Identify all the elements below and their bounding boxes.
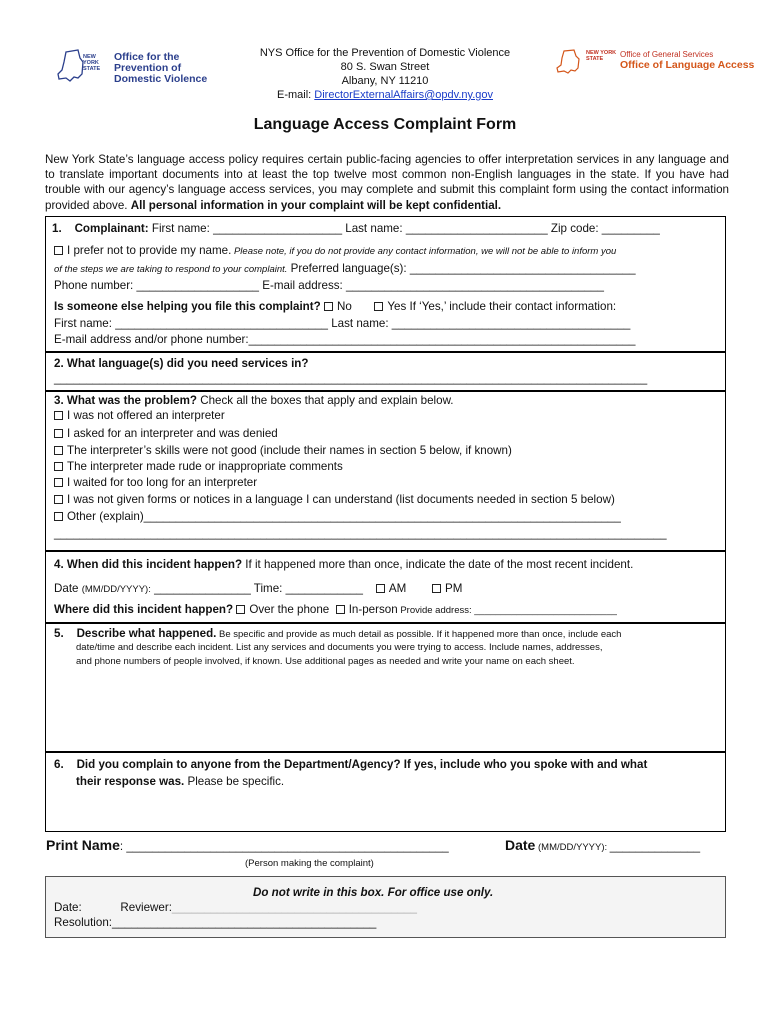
s1-helper-contact[interactable]: E-mail address and/or phone number:____________________________________________________________ (54, 333, 636, 346)
am-checkbox[interactable] (376, 584, 385, 593)
s3-item[interactable] (54, 475, 257, 490)
s1-name-row[interactable] (52, 221, 660, 236)
office-date-row (54, 900, 417, 915)
s3-item[interactable] (54, 492, 615, 507)
logo-line-3: Domestic Violence (114, 73, 208, 85)
s4-q: 4. When did this incident happen? (54, 558, 243, 571)
s1-note1: Please note, if you do not provide any contact information, we will not be able to inform you (231, 246, 617, 257)
s5-num: 5. (54, 627, 64, 640)
s3-other-label: Other (explain)__________________________________________________________________________ (67, 510, 621, 523)
checkbox[interactable] (54, 246, 63, 255)
s1-helper-names[interactable]: First name: _________________________________ Last name: _____________________________________ (54, 317, 631, 330)
s4-where-row[interactable] (54, 602, 617, 618)
print-name-line: : __________________________________________________ (119, 840, 449, 853)
office-date: Date: (54, 901, 82, 914)
s5-text1: Be specific and provide as much detail as possible. If it happened more than once, include each (216, 629, 622, 640)
s3-item-label: I asked for an interpreter and was denied (67, 427, 278, 440)
office-reviewer: Reviewer: (120, 901, 172, 914)
city: Albany, NY 11210 (341, 75, 429, 87)
s3-item[interactable] (54, 426, 278, 441)
s1-lang-row[interactable] (54, 261, 636, 277)
s4-date-row[interactable] (54, 581, 462, 597)
sign-date-line: ______________ (609, 840, 701, 853)
print-name-row[interactable] (46, 838, 449, 854)
ola-logo: NEW YORK STATE Office of General Services Office of Language Access (556, 48, 746, 76)
s3-q: 3. What was the problem? (54, 394, 198, 407)
checkbox[interactable] (54, 411, 63, 420)
street: 80 S. Swan Street (340, 61, 430, 73)
intro-paragraph (45, 152, 729, 213)
ogs-name: Office of General Services (620, 50, 714, 59)
s3-item-label: I was not given forms or notices in a language I can understand (list documents needed in section 5 below) (67, 493, 615, 506)
office-resolution: Resolution:_________________________________________ (54, 916, 377, 929)
s1-helping-row[interactable] (54, 299, 616, 314)
s4-phone: Over the phone (249, 603, 330, 616)
s4-question (54, 557, 633, 572)
ny-state-map-icon (56, 48, 86, 86)
intro-text: New York State’s language access policy requires certain public-facing agencies to offer interpretation services in any language and to translate important documents into at least the top twelve most common non-English languages in the state. If you have had trouble with our agency’s language access services, you may complete and submit this complaint form using the contact information provided above. (45, 153, 729, 212)
s4-provide: Provide address: ___________________________ (397, 605, 617, 616)
s3-item-label: The interpreter’s skills were not good (include their names in section 5 below, if known) (67, 444, 512, 457)
s6-row2 (76, 774, 284, 789)
s3-item-label: I was not offered an interpreter (67, 409, 225, 422)
checkbox[interactable] (54, 512, 63, 521)
s3-item[interactable] (54, 408, 225, 423)
s4-date-fmt: (MM/DD/YYYY): (81, 584, 151, 595)
in-person-checkbox[interactable] (336, 605, 345, 614)
print-name-label: Print Name (46, 837, 120, 853)
s3-item[interactable] (54, 459, 343, 474)
checkbox[interactable] (54, 446, 63, 455)
s1-phone-row[interactable]: Phone number: ___________________ E-mail address: ________________________________________ (54, 279, 604, 292)
s3-other[interactable] (54, 509, 621, 524)
s1-first: First name: ____________________ Last name: ______________________ Zip code: _________ (148, 222, 660, 235)
office-reviewer-line: ______________________________________ (171, 901, 417, 914)
s1-helping: Is someone else helping you file this complaint? (54, 300, 321, 313)
checkbox[interactable] (54, 478, 63, 487)
s1-num: 1. (52, 222, 62, 235)
s1-label: Complainant: (74, 222, 149, 235)
s3-question (54, 393, 454, 408)
opdv-logo-text (114, 52, 207, 85)
phone-checkbox[interactable] (236, 605, 245, 614)
s1-prefer-row[interactable] (54, 243, 616, 259)
s4-date-rest: _______________ Time: ____________ (150, 582, 363, 595)
checkbox[interactable] (54, 495, 63, 504)
sign-date-fmt: (MM/DD/YYYY): (535, 842, 610, 853)
org-name: NYS Office for the Prevention of Domestic Violence (259, 47, 511, 59)
form-title: Language Access Complaint Form (253, 116, 517, 133)
logo-line-1: Office for the (114, 51, 180, 63)
opdv-logo: NEW YORK STATE Office for the Prevention of Domestic Violence (56, 48, 206, 92)
no-checkbox[interactable] (324, 302, 333, 311)
yes-checkbox[interactable] (374, 302, 383, 311)
ola-name: Office of Language Access (620, 59, 755, 71)
sign-date-row[interactable] (505, 838, 700, 855)
s3-item-label: The interpreter made rude or inappropriate comments (67, 460, 343, 473)
sign-date-label: Date (505, 837, 536, 853)
s5-answer-area[interactable] (46, 672, 725, 750)
print-name-caption: (Person making the complaint) (245, 858, 374, 869)
s1-no: No (336, 300, 352, 313)
s4-date-label: Date (54, 582, 82, 595)
checkbox[interactable] (54, 429, 63, 438)
logo-line-2: Prevention of (114, 62, 182, 74)
s5-text2: date/time and describe each incident. List any services and documents you were trying to access. Include names, addresses, (76, 642, 603, 653)
s3-q2: Check all the boxes that apply and explain below. (197, 394, 454, 407)
s1-prefer: I prefer not to provide my name. (67, 244, 232, 257)
s5-text3: and phone numbers of people involved, if known. Use additional pages as needed and write your name on each sheet. (76, 656, 575, 667)
s4-q2: If it happened more than once, indicate the date of the most recent incident. (242, 558, 634, 571)
s4-pm: PM (445, 582, 463, 595)
email-label: E-mail: (277, 89, 315, 101)
s1-lang: Preferred language(s): ___________________________________ (287, 262, 636, 275)
email-link[interactable]: DirectorExternalAffairs@opdv.ny.gov (314, 89, 493, 101)
s3-item-label: I waited for too long for an interpreter (67, 476, 258, 489)
intro-bold: All personal information in your complaint will be kept confidential. (130, 198, 502, 212)
s5-label: Describe what happened. (76, 627, 217, 640)
ny-state-map-icon-orange (556, 48, 584, 74)
s2-question: 2. What language(s) did you need services in? (54, 357, 309, 370)
s4-where: Where did this incident happen? (54, 603, 234, 616)
s4-am: AM (388, 582, 407, 595)
s2-answer-line[interactable]: ____________________________________________________________________________________________ (54, 372, 648, 385)
s6-row1 (54, 757, 647, 772)
checkbox[interactable] (54, 462, 63, 471)
s6-q2: their response was. (76, 775, 185, 788)
s3-item[interactable] (54, 443, 512, 458)
s6-q1: Did you complain to anyone from the Department/Agency? If yes, include who you spoke with and what (76, 758, 648, 771)
header-address (230, 46, 540, 102)
s1-note2: of the steps we are taking to respond to your complaint. (54, 264, 288, 275)
s6-answer-area[interactable] (46, 792, 725, 830)
s6-q3: Please be specific. (184, 775, 285, 788)
s4-person: In-person (348, 603, 398, 616)
s1-yes: Yes If ‘Yes,’ include their contact information: (387, 300, 617, 313)
s3-extra-line[interactable]: _______________________________________________________________________________________________ (54, 527, 667, 540)
office-title: Do not write in this box. For office use only. (253, 886, 494, 899)
s6-num: 6. (54, 758, 64, 771)
pm-checkbox[interactable] (432, 584, 441, 593)
